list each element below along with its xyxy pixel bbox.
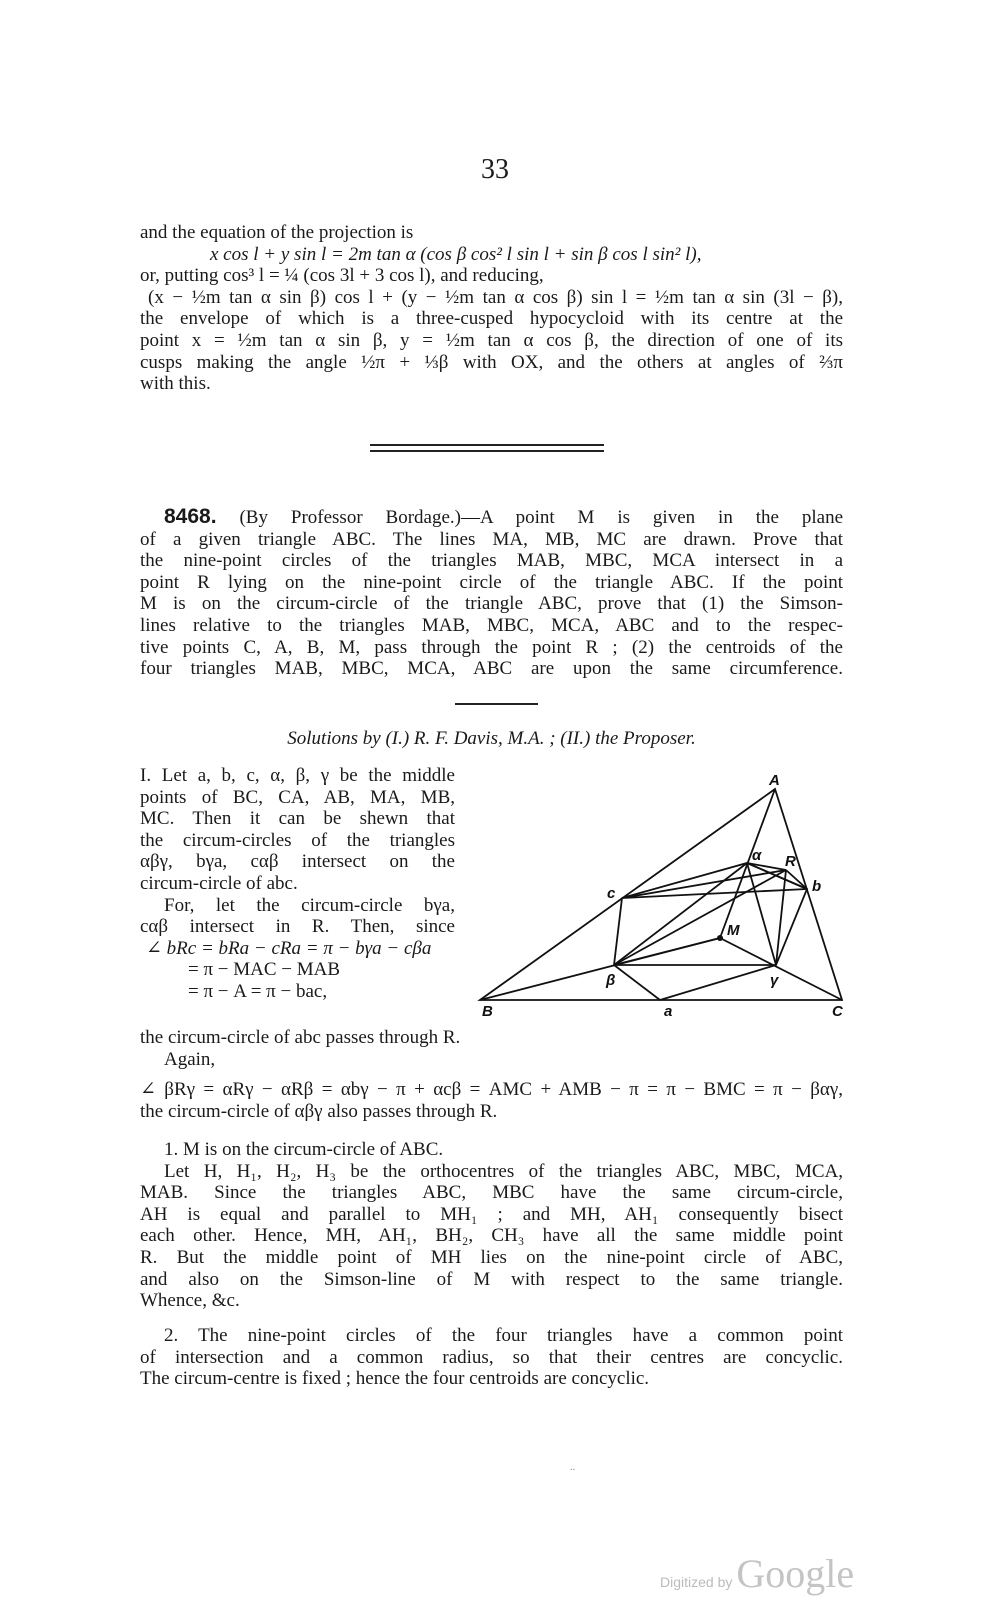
text-line: The circum-centre is fixed ; hence the four centroids are concyclic. <box>140 1368 650 1390</box>
watermark-prefix: Digitized by <box>660 1574 733 1590</box>
problem-number: 8468. <box>164 505 217 528</box>
page-number: 33 <box>481 154 509 185</box>
text-line: Let H, H₁, H₂, H₃ be the orthocentres of the triangles ABC, MBC, MCA, <box>164 1160 843 1182</box>
text-line: MC. Then it can be shewn that <box>140 808 455 830</box>
label-R: R <box>785 853 796 870</box>
text-line: the circum-circle of αβγ also passes through R. <box>140 1100 498 1122</box>
label-gamma: γ <box>770 972 779 989</box>
text-line: lines relative to the triangles MAB, MBC, MCA, ABC and to the respec- <box>140 614 843 636</box>
label-alpha: α <box>752 847 762 864</box>
text-line: I. Let a, b, c, α, β, γ be the middle <box>140 765 455 786</box>
text-line: circum-circle of abc. <box>140 872 298 894</box>
text-line: Again, <box>164 1048 216 1070</box>
text-line: the nine-point circles of the triangles MAB, MBC, MCA intersect in a <box>140 550 843 572</box>
equation-line: ∠ βRγ = αRγ − αRβ = αbγ − π + αcβ = AMC + AMB − π = π − BMC = π − βαγ, <box>140 1079 843 1101</box>
text-line: R. But the middle point of MH lies on the nine-point circle of ABC, <box>140 1246 843 1268</box>
figure-lines <box>480 789 842 1000</box>
text-line: cαβ intersect in R. Then, since <box>140 916 455 938</box>
text-line: the envelope of which is a three-cusped hypocycloid with its centre at the <box>140 308 843 330</box>
problem-text: (By Professor Bordage.)—A point M is given in the plane <box>216 507 843 528</box>
text-line: the circum-circles of the triangles <box>140 829 455 851</box>
label-B: B <box>482 1003 493 1020</box>
text-line: point x = ½m tan α sin β, y = ½m tan α cos β, the direction of one of its <box>140 329 843 351</box>
triangle-ABC <box>480 789 842 1000</box>
solutions-heading: Solutions by (I.) R. F. Davis, M.A. ; (II.) the Proposer. <box>287 728 696 749</box>
text-line: For, let the circum-circle bγa, <box>164 894 455 916</box>
text-line: each other. Hence, MH, AH₁, BH₂, CH₃ have all the same middle point <box>140 1225 843 1247</box>
text-line: cusps making the angle ½π + ⅓β with OX, and the others at angles of ⅔π <box>140 351 843 373</box>
label-b: b <box>812 878 822 895</box>
watermark-logo: Google <box>736 1551 855 1596</box>
equation-line: (x − ½m tan α sin β) cos l + (y − ½m tan α cos β) sin l = ½m tan α sin (3l − β), <box>148 286 843 308</box>
text-line: or, putting cos³ l = ¼ (cos 3l + 3 cos l), and reducing, <box>140 265 544 287</box>
text-line: of intersection and a common radius, so that their centres are concyclic. <box>140 1346 843 1368</box>
text-line: AH is equal and parallel to MH₁ ; and MH, AH₁ consequently bisect <box>140 1203 843 1225</box>
part-2 <box>140 1325 843 1390</box>
text-line: point R lying on the nine-point circle of the triangle ABC. If the point <box>140 571 843 593</box>
part-1 <box>140 1139 843 1312</box>
equation-line: x cos l + y sin l = 2m tan α (cos β cos² l sin l + sin β cos l sin² l), <box>210 243 702 265</box>
text-line: and the equation of the projection is <box>140 222 414 243</box>
stray-mark: .. <box>570 1462 575 1473</box>
label-A: A <box>769 772 780 789</box>
equation-line: ∠ bRc = bRa − cRa = π − bγa − cβa <box>146 937 432 959</box>
label-beta: β <box>606 972 616 989</box>
equation-line: = π − MAC − MAB <box>188 959 341 981</box>
equation-line: = π − A = π − bac, <box>188 980 328 1002</box>
text-line: M is on the circum-circle of the triangle ABC, prove that (1) the Simson- <box>140 593 843 615</box>
text-line: with this. <box>140 373 211 395</box>
text-line: 2. The nine-point circles of the four triangles have a common point <box>164 1325 843 1346</box>
digitized-watermark <box>660 1550 854 1597</box>
text-line: of a given triangle ABC. The lines MA, MB, MC are drawn. Prove that <box>140 528 843 550</box>
text-line: Whence, &c. <box>140 1290 240 1312</box>
line-MC <box>720 938 842 1000</box>
text-line: the circum-circle of abc passes through R. <box>140 1027 461 1048</box>
label-C: C <box>832 1003 843 1020</box>
text-line: four triangles MAB, MBC, MCA, ABC are upon the same circumference. <box>140 658 843 680</box>
text-line: tive points C, A, B, M, pass through the point R ; (2) the centroids of the <box>140 636 843 658</box>
label-c: c <box>607 885 616 902</box>
line-MB <box>480 938 720 1000</box>
text-line: 1. M is on the circum-circle of ABC. <box>164 1139 444 1160</box>
point-M <box>717 935 723 941</box>
text-line: MAB. Since the triangles ABC, MBC have the same circum-circle, <box>140 1182 843 1204</box>
label-a: a <box>664 1003 673 1020</box>
text-line: and also on the Simson-line of M with respect to the same triangle. <box>140 1268 843 1290</box>
text-line: αβγ, bγa, cαβ intersect on the <box>140 851 455 873</box>
solution-continued <box>140 1027 843 1122</box>
text-line: points of BC, CA, AB, MA, MB, <box>140 786 455 808</box>
label-M: M <box>727 922 740 939</box>
